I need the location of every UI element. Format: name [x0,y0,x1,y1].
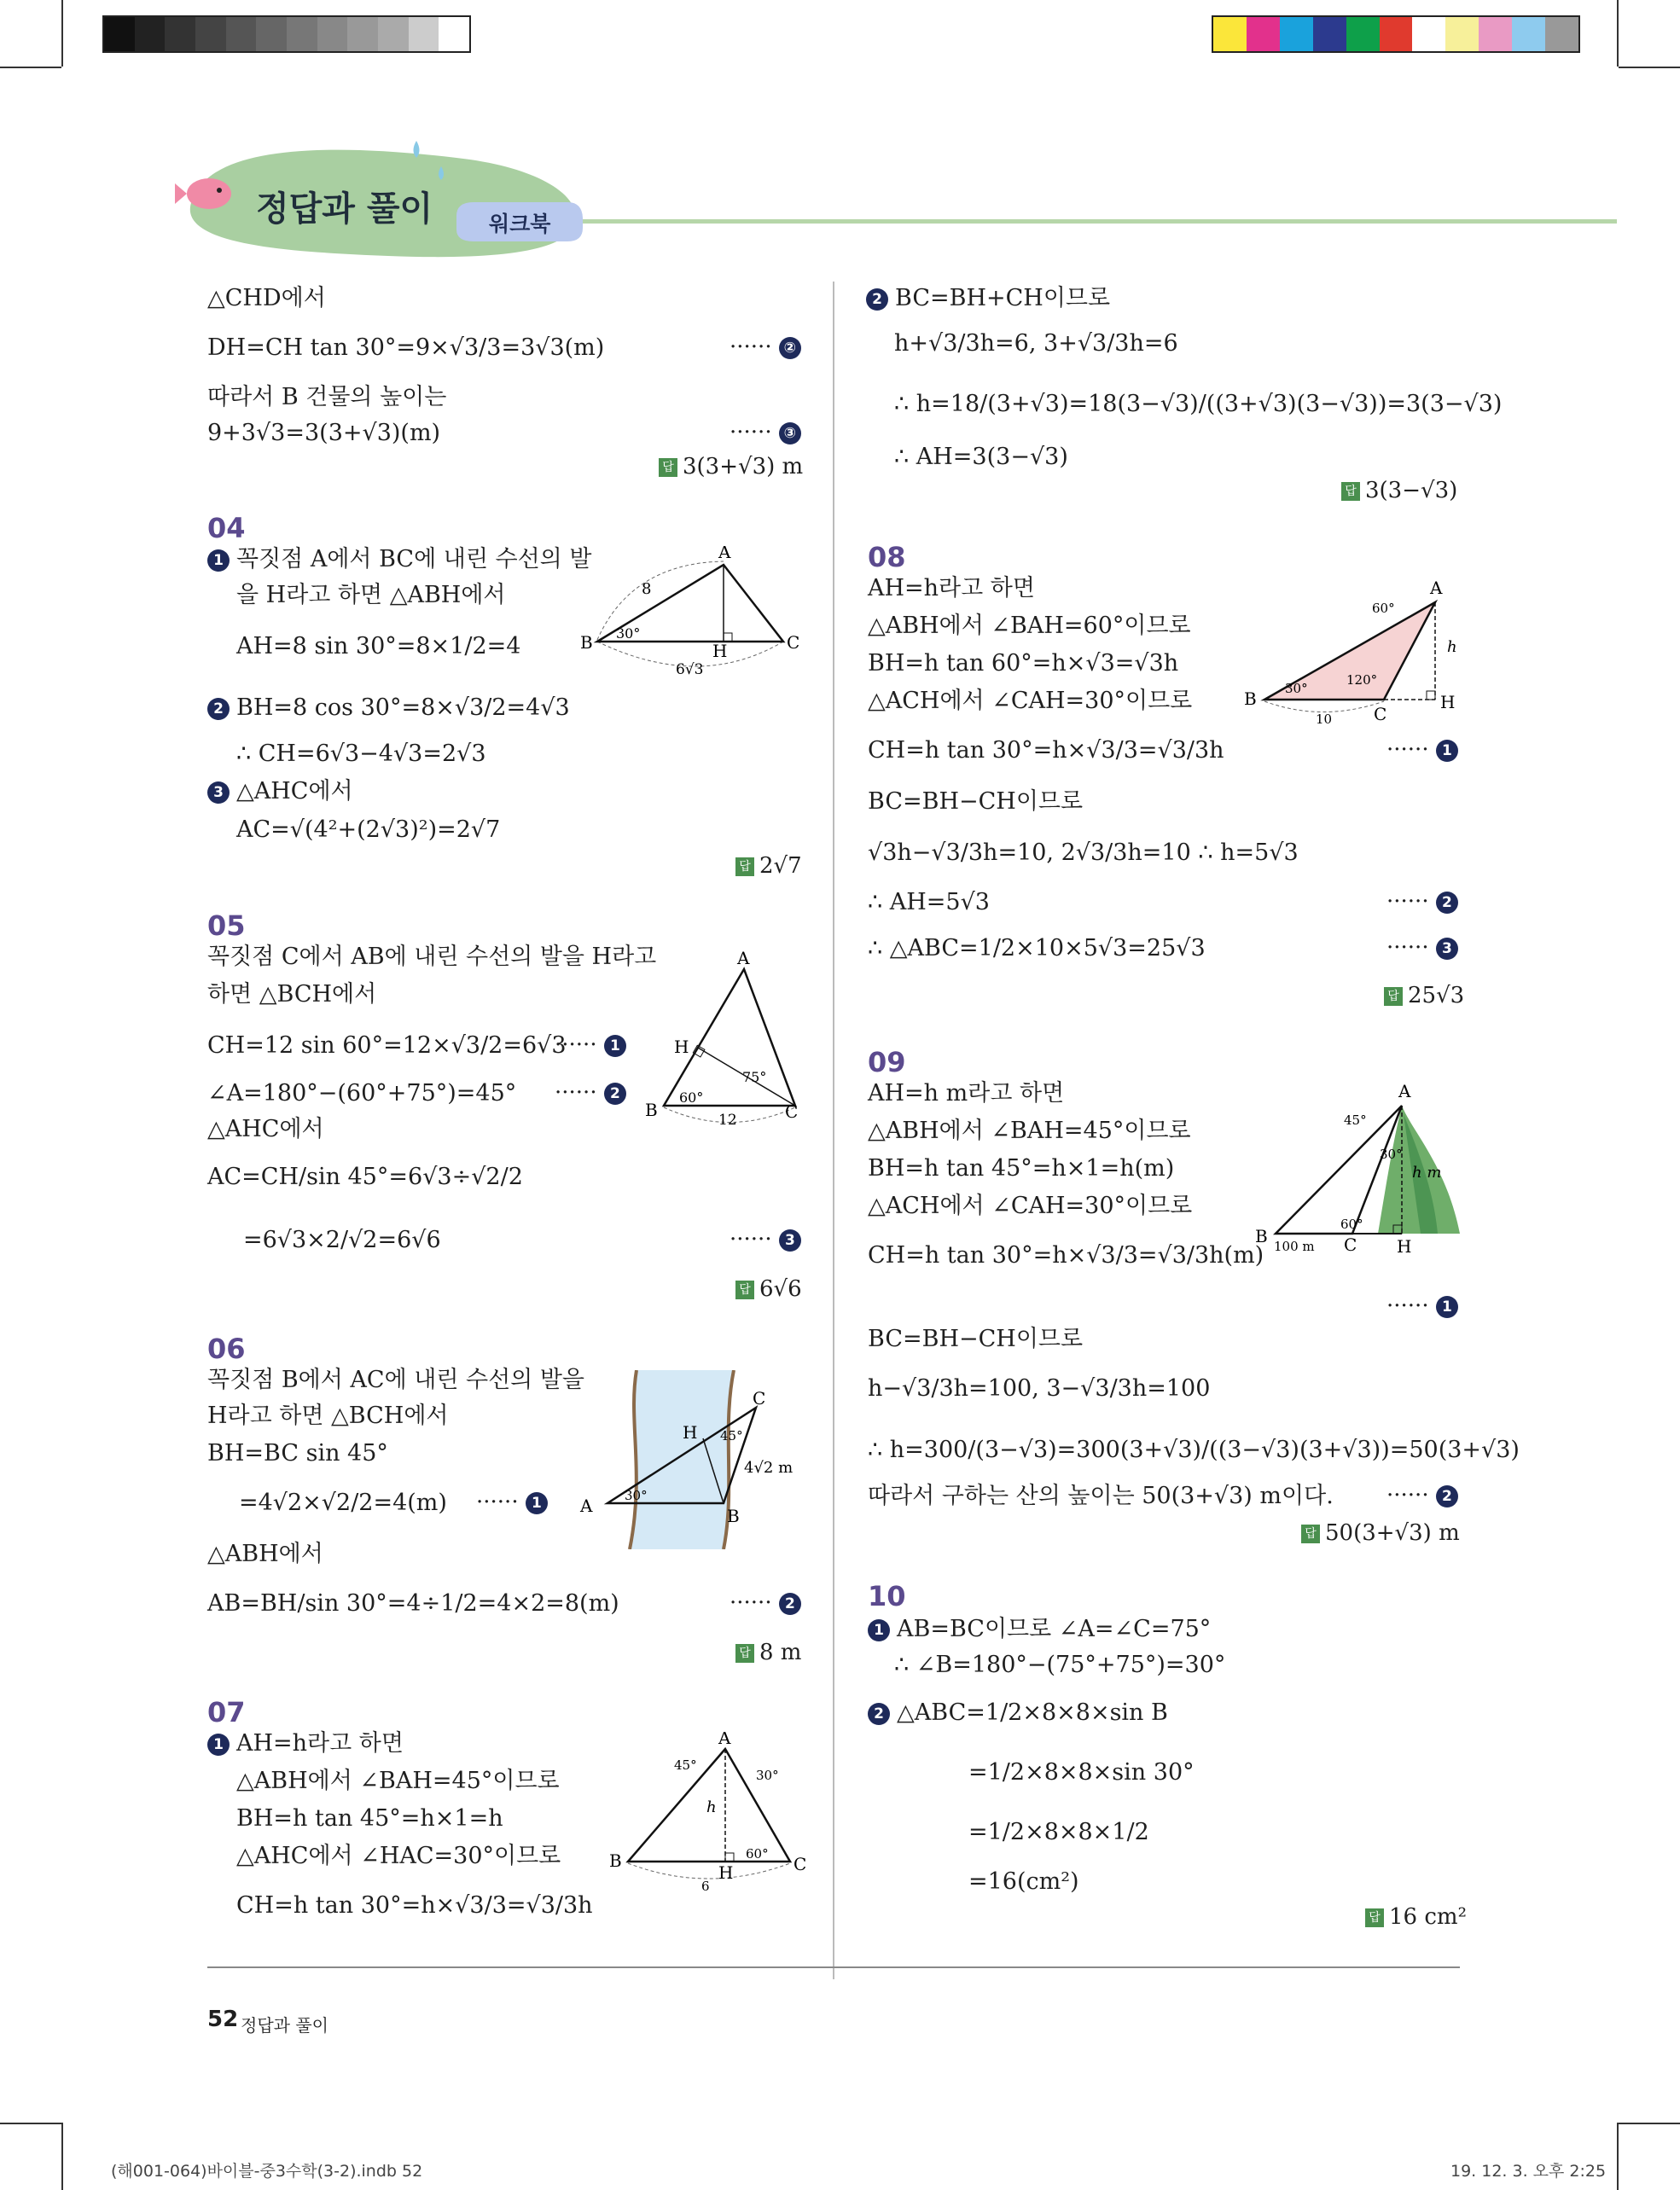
print-timestamp: 19. 12. 3. 오후 2:25 [1450,2162,1607,2181]
fig04-label-angle: 30° [616,625,641,642]
p05-line-2: 하면 △BCH에서 [207,981,377,1008]
figure-08-triangle [1237,573,1468,727]
p07-line-5: CH=h tan 30°=h×√3/3=√3/3h [236,1892,593,1919]
grayscale-bar [102,15,471,53]
fig08-label-C: C [1374,704,1387,724]
fig08-label-120: 120° [1346,672,1378,688]
fig08-label-30: 30° [1285,681,1308,696]
fig05-label-60: 60° [679,1089,704,1106]
p08-line-1: AH=h라고 하면 [868,575,1035,601]
p07-line-1: 1 AH=h라고 하면 [207,1728,404,1759]
answer-05: 답 6√6 [735,1276,802,1302]
p05-line-4: ∠A=180°−(60°+75°)=45° [207,1080,517,1107]
crop-mark [61,2123,63,2190]
p05-line-6: AC=CH/sin 45°=6√3÷√2/2 [207,1164,523,1190]
fig08-label-A: A [1430,578,1443,598]
step-marker: ······ 1 [555,1032,633,1058]
fig09-label-B: B [1255,1226,1268,1246]
answer-04: 답 2√7 [735,853,802,879]
fig09-label-C: C [1344,1234,1357,1255]
fig09-label-30: 30° [1380,1147,1403,1162]
problem-number-04: 04 [207,512,246,544]
p05-line-5: △AHC에서 [207,1116,324,1142]
fig06-label-A: A [580,1496,593,1516]
fig06-label-45: 45° [720,1428,743,1444]
p05-line-1: 꼭짓점 C에서 AB에 내린 수선의 발을 H라고 [207,944,657,970]
p06-line-3: BH=BC sin 45° [207,1440,388,1467]
footer-rule [207,1966,1460,1968]
fig05-label-H: H [674,1037,689,1057]
p05-line-7: =6√3×2/√2=6√6 [243,1227,441,1253]
p04-line-7: AC=√(4²+(2√3)²)=2√7 [236,816,501,843]
p06-line-6: AB=BH/sin 30°=4÷1/2=4×2=8(m) [207,1590,619,1617]
p09-line-9: 따라서 구하는 산의 높이는 50(3+√3) m이다. [868,1483,1334,1509]
fig06-label-30: 30° [625,1488,648,1503]
p08-line-4: △ACH에서 ∠CAH=30°이므로 [868,688,1193,714]
fig04-label-A: A [718,546,731,562]
p10-line-3: 2 △ABC=1/2×8×8×sin B [868,1698,1168,1728]
fig05-label-12: 12 [718,1112,737,1129]
p09-line-8: ∴ h=300/(3−√3)=300(3+√3)/((3−√3)(3+√3))=50(3+√3) [868,1437,1520,1463]
crop-mark [1617,2123,1619,2190]
p06-line-4: =4√2×√2/2=4(m) [239,1490,447,1516]
step-marker: ······ 2 [555,1080,633,1106]
file-info: (해001-064)바이블-중3수학(3-2).indb 52 [111,2162,423,2181]
p04-line-3: AH=8 sin 30°=8×1/2=4 [236,633,521,659]
answer-10: 답 16 cm² [1365,1904,1467,1930]
p10-line-5: =1/2×8×8×1/2 [968,1819,1149,1845]
p09-line-6: BC=BH−CH이므로 [868,1326,1084,1352]
problem-number-09: 09 [868,1046,906,1078]
figure-07-triangle [606,1732,811,1902]
p10-line-6: =16(cm²) [968,1868,1079,1895]
fig08-label-60: 60° [1372,601,1395,616]
crop-mark [1619,2123,1680,2124]
fig07-label-H: H [718,1862,734,1883]
fig07-label-C: C [793,1854,807,1874]
crop-mark [61,0,63,67]
step-marker: ······ 3 [730,1227,808,1252]
figure-06-river [577,1370,807,1549]
fig09-label-H: H [1397,1236,1412,1257]
p07-line-4: △AHC에서 ∠HAC=30°이므로 [236,1843,561,1869]
fig06-label-len: 4√2 m [744,1459,793,1477]
problem-number-06: 06 [207,1333,246,1365]
left-top-line-2: DH=CH tan 30°=9×√3/3=3√3(m) [207,334,605,361]
p08-line-9: ∴ △ABC=1/2×10×5√3=25√3 [868,935,1206,961]
figure-05-triangle [640,945,811,1133]
fig07-label-A: A [718,1732,731,1748]
page-number: 52 [207,2007,239,2032]
fig05-label-C: C [785,1101,799,1122]
p06-line-5: △ABH에서 [207,1541,323,1567]
p09-line-3: BH=h tan 45°=h×1=h(m) [868,1155,1175,1182]
p08-line-2: △ABH에서 ∠BAH=60°이므로 [868,613,1191,639]
fig05-label-75: 75° [742,1069,767,1085]
p07-line-2: △ABH에서 ∠BAH=45°이므로 [236,1768,560,1794]
left-top-line-1: △CHD에서 [207,285,326,311]
p09-line-2: △ABH에서 ∠BAH=45°이므로 [868,1118,1191,1144]
fig04-label-8: 8 [642,580,652,598]
fig08-label-B: B [1244,688,1257,709]
left-top-line-3: 따라서 B 건물의 높이는 [207,384,447,410]
header-title: 정답과 풀이 [256,189,433,229]
answer-top-right: 답 3(3−√3) [1341,478,1457,503]
p10-line-4: =1/2×8×8×sin 30° [968,1759,1195,1786]
fig08-label-10: 10 [1316,712,1333,727]
problem-number-08: 08 [868,541,906,573]
answer-06: 답 8 m [735,1640,801,1665]
p08-line-6: BC=BH−CH이므로 [868,788,1084,815]
step-marker: ······ 2 [730,1590,808,1616]
p04-line-2: 을 H라고 하면 △ABH에서 [236,582,506,608]
answer-08: 답 25√3 [1384,983,1464,1008]
p09-line-5: CH=h tan 30°=h×√3/3=√3/3h(m) [868,1242,1264,1269]
step-marker: ······ 1 [1386,1293,1465,1319]
step-marker: ······ 3 [1386,935,1465,961]
fig09-label-45: 45° [1344,1112,1367,1128]
crop-mark [1617,0,1619,67]
p08-line-7: √3h−√3/3h=10, 2√3/3h=10 ∴ h=5√3 [868,839,1299,866]
p09-line-4: △ACH에서 ∠CAH=30°이므로 [868,1193,1193,1219]
fig05-label-B: B [645,1100,658,1120]
color-bar [1212,15,1580,53]
figure-04-triangle [580,546,811,683]
fig07-label-h: h [706,1798,717,1816]
problem-number-05: 05 [207,909,246,942]
p10-line-1: 1 AB=BC이므로 ∠A=∠C=75° [868,1614,1211,1645]
p05-line-3: CH=12 sin 60°=12×√3/2=6√3 [207,1032,567,1059]
p09-line-7: h−√3/3h=100, 3−√3/3h=100 [868,1375,1211,1402]
fig06-label-B: B [727,1506,740,1526]
p08-line-3: BH=h tan 60°=h×√3=√3h [868,650,1179,677]
answer-09: 답 50(3+√3) m [1301,1520,1460,1546]
fig09-label-60: 60° [1340,1217,1363,1232]
fish-icon [175,178,231,209]
column-divider [833,282,834,1979]
fig09-label-100: 100 m [1274,1239,1315,1254]
p10-line-2: ∴ ∠B=180°−(75°+75°)=30° [894,1652,1226,1678]
step-marker: ······ 1 [1386,737,1465,763]
right-top-line-4: ∴ AH=3(3−√3) [894,444,1068,470]
fig07-label-45a: 45° [674,1757,697,1773]
step-marker: ······ 1 [476,1490,555,1515]
right-top-line-2: h+√3/3h=6, 3+√3/3h=6 [894,330,1178,357]
fig07-label-6: 6 [701,1879,710,1894]
p06-line-1: 꼭짓점 B에서 AC에 내린 수선의 발을 [207,1367,584,1393]
problem-number-10: 10 [868,1580,906,1612]
header-tab-label: 워크북 [489,212,551,236]
p04-line-6: 3 △AHC에서 [207,776,353,807]
p08-line-5: CH=h tan 30°=h×√3/3=√3/3h [868,737,1224,764]
p06-line-2: H라고 하면 △BCH에서 [207,1403,449,1429]
right-top-line-3: ∴ h=18/(3+√3)=18(3−√3)/((3+√3)(3−√3))=3(3−√3) [894,391,1503,417]
crop-mark [0,2123,61,2124]
answer-top-left: 답 3(3+√3) m [659,454,803,479]
page-label: 정답과 풀이 [241,2015,328,2036]
fig09-label-h: h m [1412,1164,1442,1182]
fig04-label-B: B [580,632,593,653]
fig04-label-H: H [712,641,728,661]
step-marker: ······ ② [730,334,808,360]
fig07-label-B: B [609,1850,622,1871]
right-top-line-1: 2 BC=BH+CH이므로 [866,283,1110,314]
crop-mark [1619,67,1680,68]
p04-line-4: 2 BH=8 cos 30°=8×√3/2=4√3 [207,693,570,723]
figure-09-mountain [1250,1080,1480,1263]
fig05-label-A: A [737,948,750,968]
fig06-label-C: C [753,1388,766,1409]
fig07-label-30: 30° [756,1768,779,1783]
problem-number-07: 07 [207,1696,246,1728]
p07-line-3: BH=h tan 45°=h×1=h [236,1805,503,1832]
crop-mark [0,67,61,68]
step-marker: ······ 2 [1386,1483,1465,1508]
header-rule [576,219,1617,224]
fig07-label-60: 60° [746,1846,769,1862]
left-top-line-4: 9+3√3=3(3+√3)(m) [207,420,441,446]
step-marker: ······ ③ [730,420,808,445]
fig04-label-C: C [787,632,800,653]
fig04-label-base: 6√3 [676,661,704,678]
step-marker: ······ 2 [1386,889,1465,915]
fig06-label-H: H [683,1422,698,1443]
p08-line-8: ∴ AH=5√3 [868,889,990,915]
p04-line-5: ∴ CH=6√3−4√3=2√3 [236,741,486,767]
fig09-label-A: A [1398,1081,1411,1101]
p09-line-1: AH=h m라고 하면 [868,1080,1065,1107]
fig08-label-H: H [1440,692,1456,712]
fig08-label-h: h [1447,638,1457,656]
p04-line-1: 1 꼭짓점 A에서 BC에 내린 수선의 발 [207,544,591,575]
